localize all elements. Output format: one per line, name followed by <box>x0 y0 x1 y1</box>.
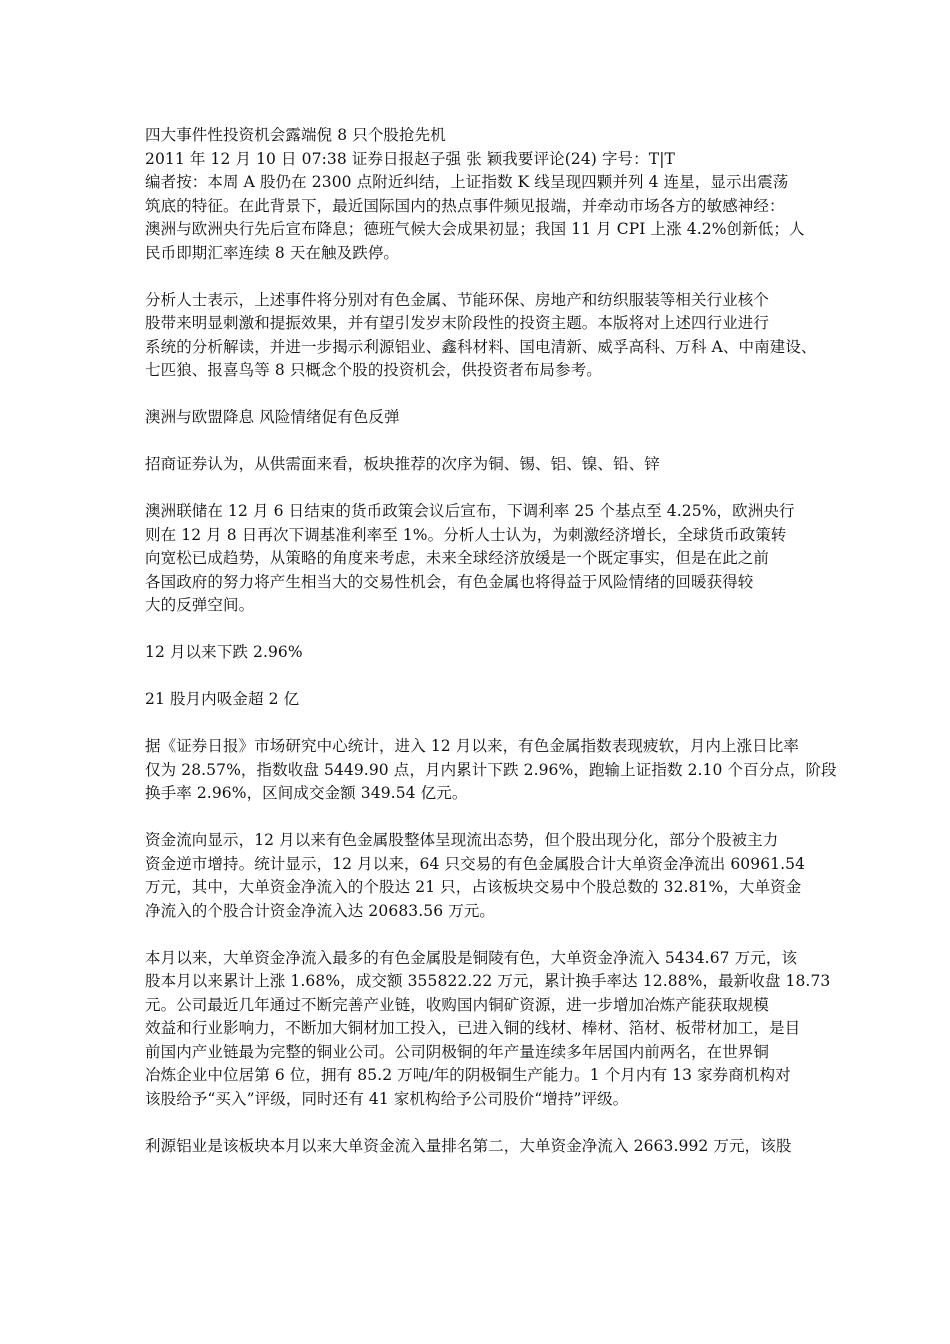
paragraph-line: 该股给予“买入”评级，同时还有 41 家机构给予公司股价“增持”评级。 <box>145 1089 629 1108</box>
article-body <box>145 171 837 1158</box>
paragraph-line: 则在 12 月 8 日再次下调基准利率至 1%。分析人士认为，为刺激经济增长，全球货币政策转 <box>145 525 787 544</box>
paragraph <box>145 171 825 265</box>
paragraph-line: 前国内产业链最为完整的铜业公司。公司阴极铜的年产量连续多年居国内前两名，在世界铜 <box>145 1042 770 1061</box>
paragraph <box>145 500 825 618</box>
paragraph-line: 据《证券日报》市场研究中心统计，进入 12 月以来，有色金属指数表现疲软，月内上涨日比率 <box>145 737 799 755</box>
paragraph-line: 万元，其中，大单资金净流入的个股达 21 只，占该板块交易中个股总数的 32.81%，大单资金 <box>145 878 802 896</box>
paragraph-line: 元。公司最近几年通过不断完善产业链，收购国内铜矿资源，进一步增加冶炼产能获取规模 <box>145 995 770 1014</box>
paragraph-line: 向宽松已成趋势，从策略的角度来考虑，未来全球经济放缓是一个既定事实，但是在此之前 <box>145 549 770 567</box>
paragraph-line: 筑底的特征。在此背景下，最近国际国内的热点事件频见报端，并牵动市场各方的敏感神经： <box>145 196 785 215</box>
paragraph-line: 冶炼企业中位居第 6 位，拥有 85.2 万吨/年的阴极铜生产能力。1 个月内有 13 家券商机构对 <box>145 1066 791 1084</box>
paragraph-gap <box>145 923 825 947</box>
paragraph-line: 净流入的个股合计资金净流入达 20683.56 万元。 <box>145 901 496 920</box>
paragraph-line: 仅为 28.57%，指数收盘 5449.90 点，月内累计下跌 2.96%，跑输上证指数 2.10 个百分点，阶段 <box>145 760 837 779</box>
paragraph-gap <box>145 477 825 501</box>
paragraph-gap <box>145 712 825 736</box>
paragraph-line: 换手率 2.96%，区间成交金额 349.54 亿元。 <box>145 784 468 802</box>
paragraph-line: 股带来明显刺激和提振效果，并有望引发岁末阶段性的投资主题。本版将对上述四行业进行 <box>145 314 770 332</box>
paragraph-gap <box>145 618 825 642</box>
paragraph <box>145 947 831 1112</box>
paragraph-line: 12 月以来下跌 2.96% <box>145 643 303 661</box>
paragraph-line: 本月以来，大单资金净流入最多的有色金属股是铜陵有色，大单资金净流入 5434.67 万元，该 <box>145 948 798 967</box>
paragraph <box>145 1135 825 1159</box>
paragraph <box>145 289 825 383</box>
paragraph <box>145 406 825 430</box>
paragraph-gap <box>145 430 825 454</box>
paragraph-line: 效益和行业影响力，不断加大铜材加工投入，已进入铜的线材、棒材、箔材、板带材加工，是目 <box>145 1019 801 1037</box>
paragraph-line: 资金流向显示，12 月以来有色金属股整体呈现流出态势，但个股出现分化，部分个股被主力 <box>145 831 779 849</box>
paragraph-line: 系统的分析解读，并进一步揭示利源铝业、鑫科材料、国电清新、威孚高科、万科 A、中南建设、 <box>145 337 817 356</box>
paragraph <box>145 453 825 477</box>
paragraph-line: 编者按：本周 A 股仍在 2300 点附近纠结，上证指数 K 线呈现四颗并列 4 连星，显示出震荡 <box>145 173 789 191</box>
paragraph-line: 民币即期汇率连续 8 天在触及跌停。 <box>145 243 400 262</box>
article-title: 四大事件性投资机会露端倪 8 只个股抢先机 <box>145 126 446 144</box>
paragraph-line: 七匹狼、报喜鸟等 8 只概念个股的投资机会，供投资者布局参考。 <box>145 361 602 379</box>
paragraph-line: 澳洲联储在 12 月 6 日结束的货币政策会议后宣布，下调利率 25 个基点至 4.25%，欧洲央行 <box>145 502 795 520</box>
paragraph-line: 澳洲与欧洲央行先后宣布降息；德班气候大会成果初显；我国 11 月 CPI 上涨 4.2%创新低；人 <box>145 220 805 238</box>
paragraph-line: 利源铝业是该板块本月以来大单资金流入量排名第二，大单资金净流入 2663.992 万元，该股 <box>145 1136 792 1155</box>
paragraph-line: 21 股月内吸金超 2 亿 <box>145 690 300 708</box>
article-byline: 2011 年 12 月 10 日 07:38 证券日报赵子强 张 颖我要评论(24) 字号：T|T <box>145 149 675 168</box>
paragraph <box>145 829 825 923</box>
paragraph-gap <box>145 806 825 830</box>
article <box>145 124 837 1158</box>
paragraph-gap <box>145 1111 825 1135</box>
paragraph-line: 各国政府的努力将产生相当大的交易性机会，有色金属也将得益于风险情绪的回暖获得较 <box>145 572 754 591</box>
paragraph-line: 分析人士表示，上述事件将分别对有色金属、节能环保、房地产和纺织服装等相关行业核个 <box>145 290 770 309</box>
paragraph <box>145 641 825 665</box>
paragraph-line: 资金逆市增持。统计显示，12 月以来，64 只交易的有色金属股合计大单资金净流出 60961.54 <box>145 854 806 873</box>
paragraph-gap <box>145 383 825 407</box>
paragraph <box>145 688 825 712</box>
paragraph-line: 大的反弹空间。 <box>145 596 255 614</box>
paragraph-line: 招商证券认为，从供需面来看，板块推荐的次序为铜、锡、铝、镍、铅、锌 <box>145 455 660 473</box>
paragraph-gap <box>145 665 825 689</box>
paragraph <box>145 735 837 806</box>
paragraph-gap <box>145 265 825 289</box>
paragraph-line: 澳洲与欧盟降息 风险情绪促有色反弹 <box>145 408 400 426</box>
paragraph-line: 股本月以来累计上涨 1.68%，成交额 355822.22 万元，累计换手率达 12.88%，最新收盘 18.73 <box>145 972 831 990</box>
